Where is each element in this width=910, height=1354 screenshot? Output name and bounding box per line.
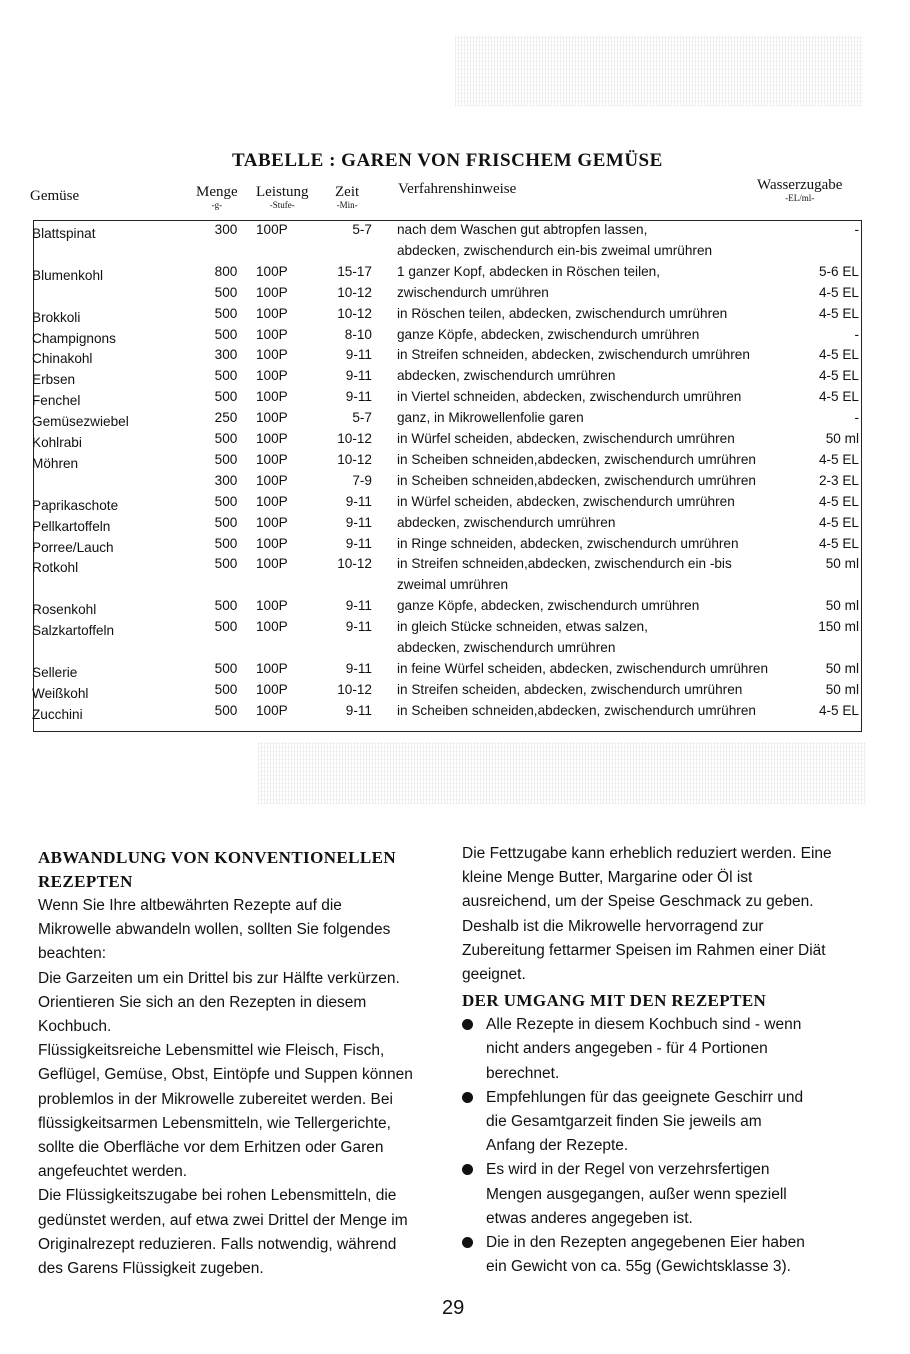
leistung-cell: 100P xyxy=(256,431,288,446)
menge-cell: 800 xyxy=(214,263,238,279)
menge-cell: 500 xyxy=(214,702,238,718)
hinweis-cell: abdecken, zwischendurch umrühren xyxy=(397,640,616,655)
wasser-cell: 4-5 EL xyxy=(818,305,859,321)
zeit-cell: 9-11 xyxy=(345,493,372,509)
bullet-line: Die in den Rezepten angegebenen Eier haben xyxy=(486,1234,805,1252)
bullet-item xyxy=(462,1231,872,1279)
wasser-cell: 50 ml xyxy=(825,598,859,614)
bullet-line: Alle Rezepte in diesem Kochbuch sind - wenn xyxy=(486,1016,802,1034)
body-line: Kochbuch. xyxy=(38,1018,112,1036)
wasser-cell: 4-5 EL xyxy=(818,493,859,509)
body-line: kleine Menge Butter, Margarine oder Öl ist xyxy=(462,869,753,887)
menge-cell: 500 xyxy=(214,681,238,697)
body-line: Flüssigkeitsreiche Lebensmittel wie Fleisch, Fisch, xyxy=(38,1042,385,1060)
hinweis-cell: zweimal umrühren xyxy=(397,577,509,593)
zeit-cell: 10-12 xyxy=(337,451,372,467)
body-line: Die Fettzugabe kann erheblich reduziert werden. Eine xyxy=(462,845,832,862)
zeit-cell: 8-10 xyxy=(344,326,372,342)
leistung-cell: 100P xyxy=(256,493,288,509)
zeit-cell: 10-12 xyxy=(337,556,372,572)
leistung-cell: 100P xyxy=(256,451,288,467)
hinweis-cell: in Röschen teilen, abdecken, zwischendurch umrühren xyxy=(397,305,728,321)
leistung-cell: 100P xyxy=(256,410,288,426)
body-line: Mikrowelle abwandeln wollen, sollten Sie folgendes xyxy=(38,921,391,939)
veg-name: Champignons xyxy=(32,330,116,346)
hinweis-cell: abdecken, zwischendurch umrühren xyxy=(397,368,616,384)
veg-name: Möhren xyxy=(32,455,79,471)
menge-cell: 500 xyxy=(214,326,238,342)
bullet-line: nicht anders angegeben - für 4 Portionen xyxy=(486,1040,768,1058)
bullet-line: Empfehlungen für das geeignete Geschirr und xyxy=(486,1088,804,1106)
body-line: Die Flüssigkeitszugabe bei rohen Lebensmitteln, die xyxy=(38,1187,397,1205)
zeit-cell: 9-11 xyxy=(345,514,372,530)
leistung-cell: 100P xyxy=(256,514,288,530)
veg-name: Chinakohl xyxy=(32,351,93,367)
leistung-cell: 100P xyxy=(256,660,288,676)
menge-cell: 500 xyxy=(214,451,238,467)
wasser-cell: 50 ml xyxy=(825,431,859,446)
body-line: problemlos in der Mikrowelle zubereitet werden. Bei xyxy=(38,1090,393,1108)
leistung-cell: 100P xyxy=(256,284,288,300)
menge-cell: 500 xyxy=(214,598,238,614)
leistung-cell: 100P xyxy=(256,263,288,279)
leistung-cell: 100P xyxy=(256,389,288,405)
hinweis-cell: ganze Köpfe, abdecken, zwischendurch umrühren xyxy=(397,326,700,342)
left-heading: ABWANDLUNG VON KONVENTIONELLEN REZEPTEN xyxy=(38,848,397,891)
hinweis-cell: zwischendurch umrühren xyxy=(397,284,549,300)
zeit-cell: 10-12 xyxy=(337,305,372,321)
zeit-cell: 7-9 xyxy=(352,472,372,488)
leistung-cell: 100P xyxy=(256,368,288,384)
zeit-cell: 10-12 xyxy=(337,681,372,697)
body-line: sollte die Oberfläche vor dem Erhitzen oder Garen xyxy=(38,1139,384,1157)
leistung-cell: 100P xyxy=(256,702,288,718)
body-line: Wenn Sie Ihre altbewährten Rezepte auf die xyxy=(38,897,342,914)
left-column xyxy=(38,846,448,1281)
veg-name: Brokkoli xyxy=(32,309,81,325)
body-line: Deshalb ist die Mikrowelle hervorragend zur xyxy=(462,917,764,935)
page-number: 29 xyxy=(442,1297,465,1319)
hinweis-cell: nach dem Waschen gut abtropfen lassen, xyxy=(397,222,648,237)
veg-name: Salzkartoffeln xyxy=(32,623,115,639)
zeit-cell: 9-11 xyxy=(345,389,372,405)
hinweis-cell: in Würfel scheiden, abdecken, zwischendurch umrühren xyxy=(397,431,735,446)
header-zeit: Zeit -Min- xyxy=(335,184,360,210)
body-line: des Garens Flüssigkeit zugeben. xyxy=(38,1260,264,1278)
zeit-cell: 9-11 xyxy=(345,347,372,363)
bullet-item xyxy=(462,1086,872,1159)
scan-noise-top xyxy=(455,36,863,106)
menge-cell: 500 xyxy=(214,284,238,300)
table-title: TABELLE : GAREN VON FRISCHEM GEMÜSE xyxy=(232,150,663,171)
leistung-cell: 100P xyxy=(256,535,288,551)
hinweis-cell: in feine Würfel scheiden, abdecken, zwischendurch umrühren xyxy=(397,660,769,676)
veg-name: Paprikaschote xyxy=(32,497,119,513)
body-line: gedünstet werden, auf etwa zwei Drittel der Menge im xyxy=(38,1211,408,1229)
veg-name: Weißkohl xyxy=(32,685,89,701)
hinweis-cell: in Streifen schneiden,abdecken, zwischendurch ein -bis xyxy=(397,556,732,572)
zeit-cell: 10-12 xyxy=(337,431,372,446)
zeit-cell: 9-11 xyxy=(345,702,372,718)
right-heading: DER UMGANG MIT DEN REZEPTEN xyxy=(462,991,767,1011)
veg-name: Blattspinat xyxy=(32,226,96,241)
bullet-dot-icon xyxy=(462,1019,473,1030)
wasser-cell: 150 ml xyxy=(818,619,859,635)
leistung-cell: 100P xyxy=(256,472,288,488)
left-body xyxy=(38,894,448,1281)
wasser-cell: - xyxy=(854,222,859,237)
wasser-cell: 4-5 EL xyxy=(818,347,859,363)
menge-cell: 500 xyxy=(214,514,238,530)
menge-cell: 500 xyxy=(214,305,238,321)
hinweis-cell: 1 ganzer Kopf, abdecken in Röschen teilen, xyxy=(397,263,660,279)
menge-cell: 500 xyxy=(214,535,238,551)
wasser-cell: 4-5 EL xyxy=(818,389,859,405)
menge-cell: 300 xyxy=(214,222,238,237)
bullet-line: berechnet. xyxy=(486,1064,560,1082)
leistung-cell: 100P xyxy=(256,347,288,363)
wasser-cell: 4-5 EL xyxy=(818,535,859,551)
menge-cell: 250 xyxy=(214,410,238,426)
leistung-cell: 100P xyxy=(256,681,288,697)
bullet-line: Es wird in der Regel von verzehrsfertigen xyxy=(486,1161,770,1179)
wasser-cell: 2-3 EL xyxy=(818,472,859,488)
hinweis-cell: in gleich Stücke schneiden, etwas salzen, xyxy=(397,619,648,635)
zeit-cell: 9-11 xyxy=(345,598,372,614)
bullet-dot-icon xyxy=(462,1092,473,1103)
body-line: Orientieren Sie sich an den Rezepten in diesem xyxy=(38,993,367,1011)
body-line: flüssigkeitsarmen Lebensmitteln, wie Tellergerichte, xyxy=(38,1114,391,1132)
body-line: Zubereitung fettarmer Speisen im Rahmen einer Diät xyxy=(462,941,826,959)
veg-name: Pellkartoffeln xyxy=(32,518,111,534)
right-intro xyxy=(462,842,872,987)
wasser-cell: - xyxy=(854,326,859,342)
bullet-item xyxy=(462,1013,872,1086)
hinweis-cell: in Scheiben schneiden,abdecken, zwischendurch umrühren xyxy=(397,702,756,718)
leistung-cell: 100P xyxy=(256,598,288,614)
menge-cell: 300 xyxy=(214,472,238,488)
right-bullets xyxy=(462,1013,872,1279)
leistung-cell: 100P xyxy=(256,305,288,321)
wasser-cell: 4-5 EL xyxy=(818,451,859,467)
header-verfahren: Verfahrenshinweise xyxy=(398,181,517,197)
scan-noise-middle xyxy=(258,742,866,804)
leistung-cell: 100P xyxy=(256,556,288,572)
zeit-cell: 15-17 xyxy=(337,263,372,279)
zeit-cell: 9-11 xyxy=(345,660,372,676)
hinweis-cell: in Ringe schneiden, abdecken, zwischendurch umrühren xyxy=(397,535,739,551)
zeit-cell: 5-7 xyxy=(352,222,372,237)
hinweis-cell: abdecken, zwischendurch ein-bis zweimal umrühren xyxy=(397,242,713,258)
bullet-dot-icon xyxy=(462,1237,473,1248)
body-line: geeignet. xyxy=(462,966,526,984)
menge-cell: 500 xyxy=(214,619,238,635)
veg-name: Zucchini xyxy=(32,706,83,722)
zeit-cell: 10-12 xyxy=(337,284,372,300)
vegetable-table xyxy=(33,220,862,732)
veg-name: Kohlrabi xyxy=(32,435,82,450)
hinweis-cell: abdecken, zwischendurch umrühren xyxy=(397,514,616,530)
menge-cell: 500 xyxy=(214,493,238,509)
zeit-cell: 9-11 xyxy=(345,619,372,635)
bullet-dot-icon xyxy=(462,1164,473,1175)
veg-name: Gemüsezwiebel xyxy=(32,414,129,430)
body-line: Die Garzeiten um ein Drittel bis zur Hälfte verkürzen. xyxy=(38,969,400,987)
hinweis-cell: ganze Köpfe, abdecken, zwischendurch umrühren xyxy=(397,598,700,614)
menge-cell: 500 xyxy=(214,556,238,572)
wasser-cell: 50 ml xyxy=(825,556,859,572)
header-leistung: Leistung -Stufe- xyxy=(256,184,309,210)
veg-name: Fenchel xyxy=(32,393,81,409)
bullet-line: Mengen ausgegangen, außer wenn speziell xyxy=(486,1185,787,1203)
wasser-cell: 50 ml xyxy=(825,681,859,697)
zeit-cell: 9-11 xyxy=(345,535,372,551)
header-gemuese: Gemüse xyxy=(30,188,80,204)
hinweis-cell: in Scheiben schneiden,abdecken, zwischendurch umrühren xyxy=(397,451,756,467)
bullet-line: ein Gewicht von ca. 55g (Gewichtsklasse 3). xyxy=(486,1258,791,1276)
hinweis-cell: in Scheiben schneiden,abdecken, zwischendurch umrühren xyxy=(397,472,756,488)
menge-cell: 500 xyxy=(214,368,238,384)
leistung-cell: 100P xyxy=(256,619,288,635)
leistung-cell: 100P xyxy=(256,326,288,342)
right-column xyxy=(462,842,872,1279)
wasser-cell: 4-5 EL xyxy=(818,702,859,718)
body-line: ausreichend, um der Speise Geschmack zu geben. xyxy=(462,893,814,911)
bullet-item xyxy=(462,1158,872,1231)
bullet-line: etwas anderes angegeben ist. xyxy=(486,1209,693,1227)
veg-name: Porree/Lauch xyxy=(32,539,114,555)
veg-name: Blumenkohl xyxy=(32,267,104,283)
body-line: Geflügel, Gemüse, Obst, Eintöpfe und Suppen können xyxy=(38,1066,413,1084)
wasser-cell: 4-5 EL xyxy=(818,284,859,300)
hinweis-cell: in Streifen schneiden, abdecken, zwischendurch umrühren xyxy=(397,347,750,363)
header-menge: Menge -g- xyxy=(196,184,238,210)
wasser-cell: 50 ml xyxy=(825,660,859,676)
leistung-cell: 100P xyxy=(256,222,288,237)
wasser-cell: 5-6 EL xyxy=(818,263,859,279)
body-line: Originalrezept reduzieren. Falls notwendig, während xyxy=(38,1235,397,1253)
veg-name: Rosenkohl xyxy=(32,602,97,618)
header-wasser: Wasserzugabe -EL/ml- xyxy=(757,177,843,203)
wasser-cell: 4-5 EL xyxy=(818,514,859,530)
veg-name: Erbsen xyxy=(32,372,76,388)
wasser-cell: - xyxy=(854,410,859,426)
menge-cell: 500 xyxy=(214,660,238,676)
hinweis-cell: in Viertel schneiden, abdecken, zwischendurch umrühren xyxy=(397,389,742,405)
hinweis-cell: in Würfel scheiden, abdecken, zwischendurch umrühren xyxy=(397,493,735,509)
hinweis-cell: in Streifen scheiden, abdecken, zwischendurch umrühren xyxy=(397,681,743,697)
body-line: beachten: xyxy=(38,945,107,963)
wasser-cell: 4-5 EL xyxy=(818,368,859,384)
menge-cell: 500 xyxy=(214,389,238,405)
body-line: angefeuchtet werden. xyxy=(38,1163,188,1181)
menge-cell: 300 xyxy=(214,347,238,363)
zeit-cell: 5-7 xyxy=(352,410,372,426)
veg-name: Sellerie xyxy=(32,664,78,680)
zeit-cell: 9-11 xyxy=(345,368,372,384)
veg-name: Rotkohl xyxy=(32,560,79,576)
bullet-line: Anfang der Rezepte. xyxy=(486,1137,629,1155)
bullet-line: die Gesamtgarzeit finden Sie jeweils am xyxy=(486,1113,762,1131)
hinweis-cell: ganz, in Mikrowellenfolie garen xyxy=(397,410,584,426)
menge-cell: 500 xyxy=(214,431,238,446)
